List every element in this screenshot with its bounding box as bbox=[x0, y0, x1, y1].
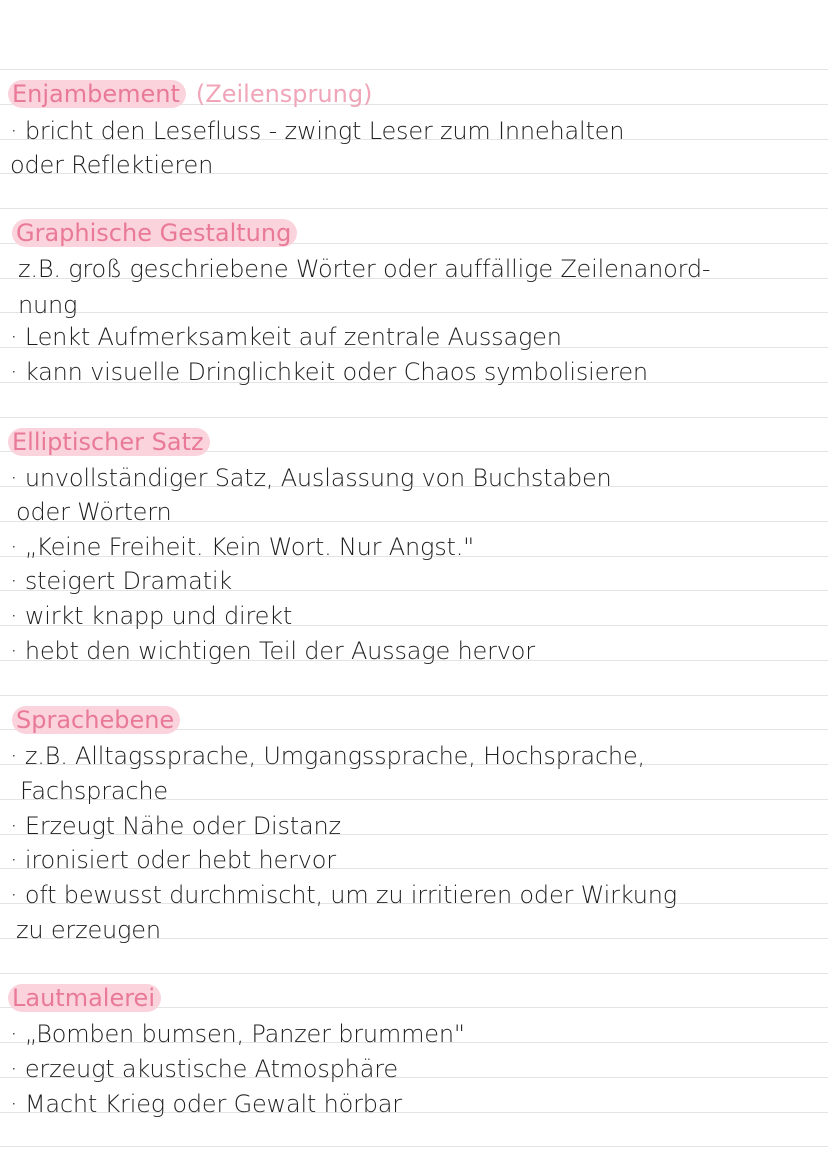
graphische-line-4: · kann visuelle Dringlichkeit oder Chaos symbolisieren bbox=[10, 358, 648, 386]
sprachebene-line-1: · z.B. Alltagssprache, Umgangssprache, Hochsprache, bbox=[10, 742, 645, 770]
heading-sprachebene-title: Sprachebene bbox=[12, 706, 180, 734]
heading-enjambement-title: Enjambement bbox=[8, 80, 186, 108]
sprachebene-line-5: · oft bewusst durchmischt, um zu irritieren oder Wirkung bbox=[10, 881, 677, 909]
lautmalerei-line-3: · Macht Krieg oder Gewalt hörbar bbox=[10, 1090, 402, 1118]
elliptisch-line-5: · wirkt knapp und direkt bbox=[10, 602, 293, 630]
sprachebene-line-4: · ironisiert oder hebt hervor bbox=[10, 846, 336, 874]
enjambement-line-2: oder Reflektieren bbox=[10, 151, 214, 179]
heading-enjambement bbox=[8, 80, 372, 108]
sprachebene-line-6: zu erzeugen bbox=[16, 916, 161, 944]
elliptisch-line-3: · „Keine Freiheit. Kein Wort. Nur Angst." bbox=[10, 533, 474, 561]
enjambement-line-1: · bricht den Lesefluss - zwingt Leser zum Innehalten bbox=[10, 117, 625, 145]
heading-lautmalerei-title: Lautmalerei bbox=[8, 984, 161, 1012]
elliptisch-line-6: · hebt den wichtigen Teil der Aussage hervor bbox=[10, 637, 535, 665]
elliptisch-line-2: oder Wörtern bbox=[16, 498, 172, 526]
graphische-line-3: · Lenkt Aufmerksamkeit auf zentrale Aussagen bbox=[10, 323, 562, 351]
heading-elliptischer-satz bbox=[8, 428, 210, 456]
heading-graphische-gestaltung bbox=[12, 219, 297, 247]
heading-lautmalerei bbox=[8, 984, 161, 1012]
graphische-line-2: nung bbox=[18, 291, 78, 319]
sprachebene-line-3: · Erzeugt Nähe oder Distanz bbox=[10, 812, 341, 840]
elliptisch-line-1: · unvollständiger Satz, Auslassung von Buchstaben bbox=[10, 464, 612, 492]
heading-sprachebene bbox=[12, 706, 180, 734]
lautmalerei-line-2: · erzeugt akustische Atmosphäre bbox=[10, 1055, 398, 1083]
lautmalerei-line-1: · „Bomben bumsen, Panzer brummen" bbox=[10, 1020, 465, 1048]
graphische-line-1: z.B. groß geschriebene Wörter oder auffällige Zeilenanord- bbox=[18, 255, 711, 283]
heading-graphische-gestaltung-title: Graphische Gestaltung bbox=[12, 219, 297, 247]
elliptisch-line-4: · steigert Dramatik bbox=[10, 567, 232, 595]
sprachebene-line-2: Fachsprache bbox=[20, 777, 168, 805]
heading-enjambement-subtitle: (Zeilensprung) bbox=[195, 80, 373, 108]
heading-elliptischer-satz-title: Elliptischer Satz bbox=[8, 428, 210, 456]
